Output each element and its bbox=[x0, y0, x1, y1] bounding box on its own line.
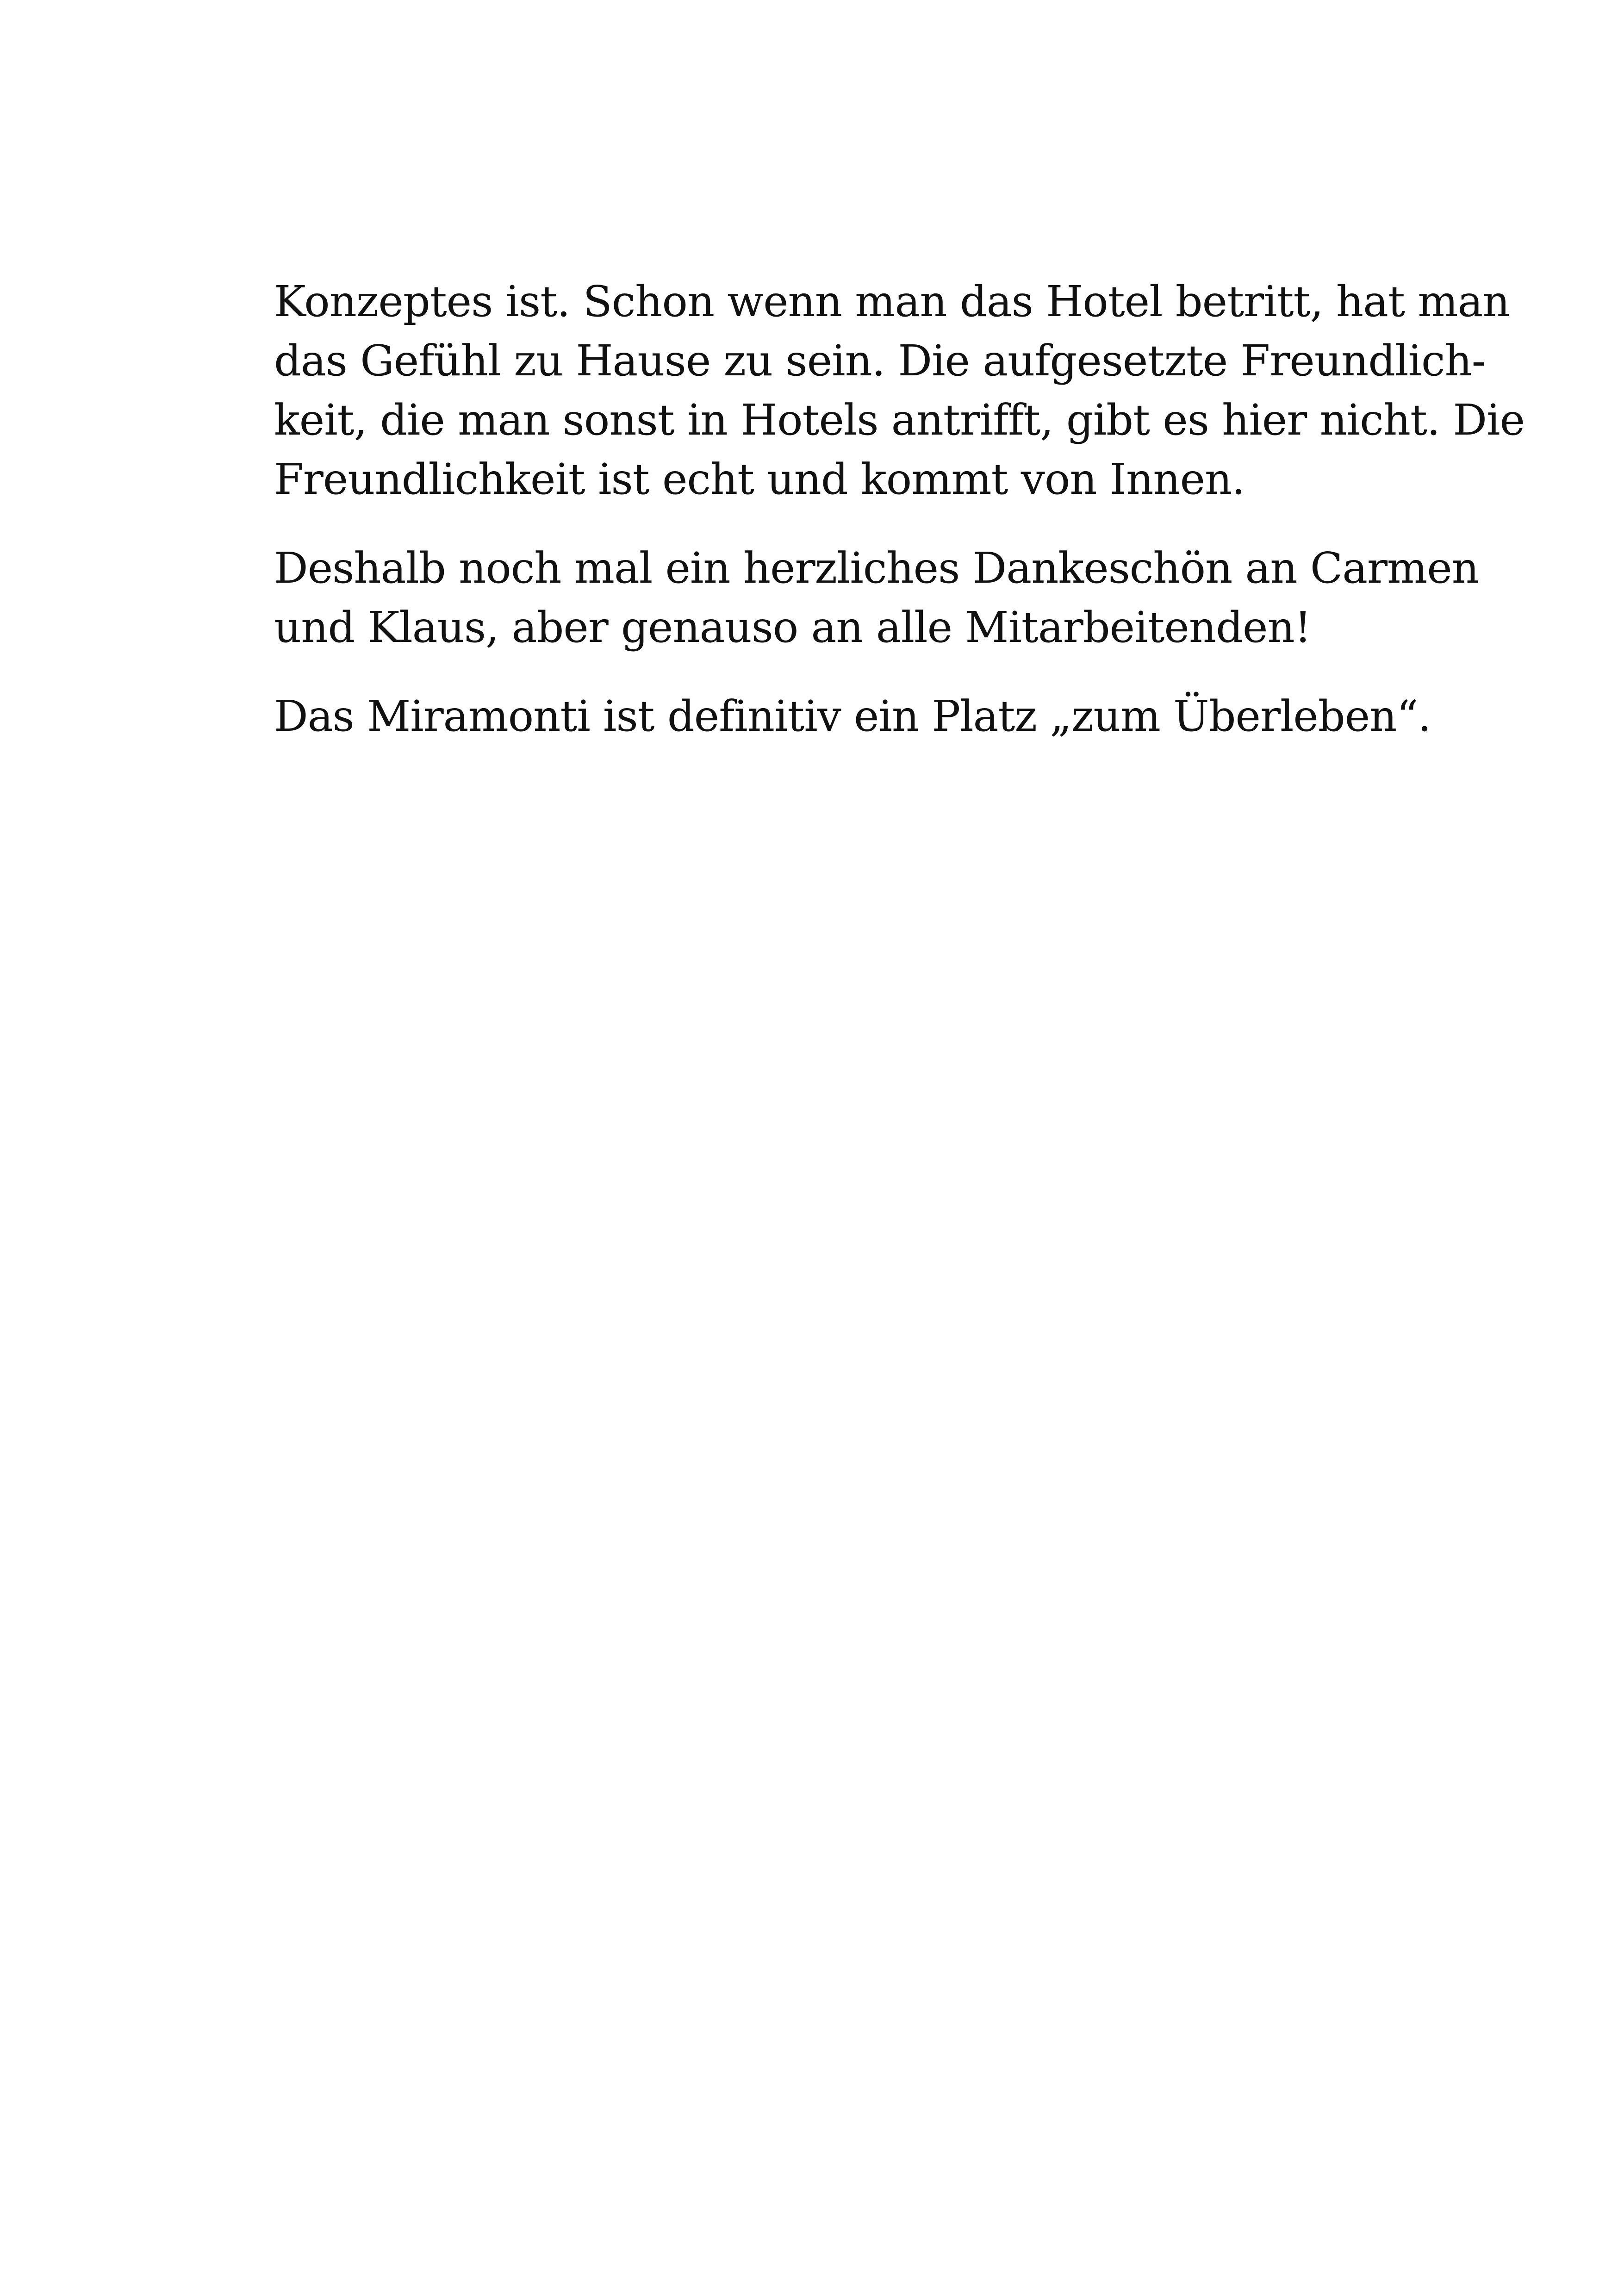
text-line: und Klaus, aber genauso an alle Mitarbeitenden! bbox=[274, 603, 1311, 652]
text-line: Deshalb noch mal ein herzliches Dankeschön an Carmen bbox=[274, 543, 1479, 593]
text-line: Freundlichkeit ist echt und kommt von Innen. bbox=[274, 454, 1245, 504]
body-text bbox=[274, 272, 1525, 776]
paragraph-closing bbox=[274, 687, 1431, 746]
paragraph-thanks bbox=[274, 539, 1479, 657]
text-line: keit, die man sonst in Hotels antrifft, gibt es hier nicht. Die bbox=[274, 395, 1525, 445]
text-line: Das Miramonti ist definitiv ein Platz „zum Überleben“. bbox=[274, 691, 1431, 741]
text-line: das Gefühl zu Hause zu sein. Die aufgesetzte Freundlich- bbox=[274, 336, 1486, 386]
paragraph-hospitality bbox=[274, 272, 1525, 509]
text-line: Konzeptes ist. Schon wenn man das Hotel betritt, hat man bbox=[274, 277, 1510, 326]
